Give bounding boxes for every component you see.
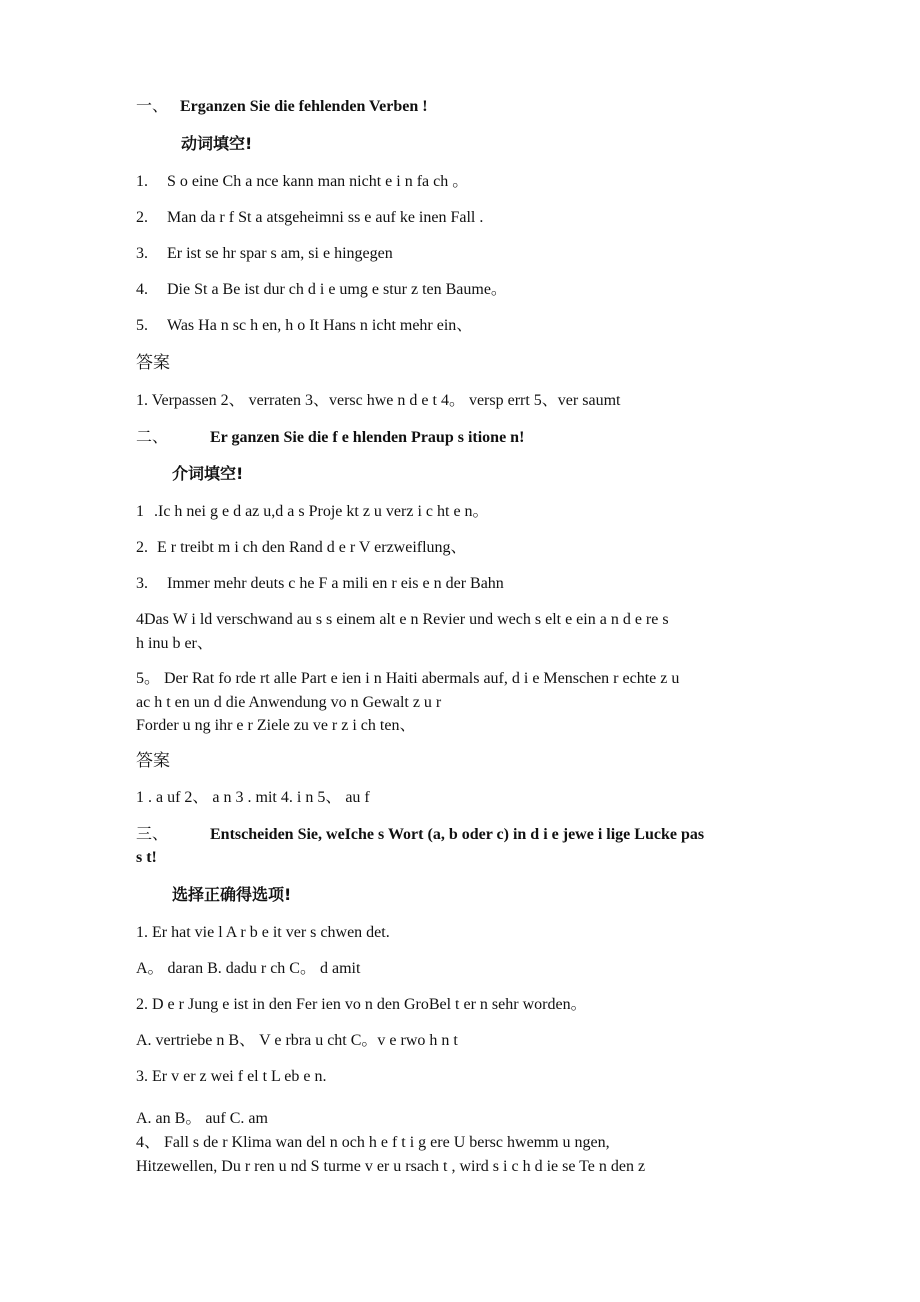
list-item <box>136 316 472 336</box>
question-4-line1: 4、 Fall s de r Klima wan del n och h e f t i g ere U bersc hwemm u ngen, <box>136 1134 610 1151</box>
item-text: S o eine Ch a nce kann man nicht e i n fa ch 。 <box>167 173 469 190</box>
list-item <box>136 244 393 264</box>
item-text: Immer mehr deuts c he F a mili en r eis e n der Bahn <box>167 575 504 592</box>
question-3-options: A. an B。 auf C. am <box>136 1110 268 1127</box>
section2-marker: 二、 <box>136 427 169 446</box>
list-item <box>136 280 507 300</box>
list-item <box>136 538 467 558</box>
section2-subtitle: 介词填空! <box>172 464 244 483</box>
list-item-5-line3: Forder u ng ihr e r Ziele zu ve r z i ch ten、 <box>136 717 416 734</box>
item-number: 3. <box>136 575 148 592</box>
item-number: 1. <box>136 173 148 190</box>
item-number: 2. <box>136 539 148 556</box>
list-item <box>136 172 468 192</box>
question-2-options: A. vertriebe n B、 V e rbra u cht C。v e rwo h n t <box>136 1032 458 1049</box>
section3-subtitle: 选择正确得选项! <box>172 885 292 904</box>
item-number: 2. <box>136 209 148 226</box>
section1-title: Erganzen Sie die fehlenden Verben ! <box>180 98 428 115</box>
list-item <box>136 208 483 228</box>
question-4-line2: Hitzewellen, Du r ren u nd S turme v er u rsach t , wird s i c h d ie se Te n den z <box>136 1158 646 1175</box>
section2-header <box>136 427 524 448</box>
list-item-4-line2: h inu b er、 <box>136 635 213 652</box>
item-text: Er ist se hr spar s am, si e hingegen <box>167 245 393 262</box>
section3-header <box>136 824 704 845</box>
section3-title-line2: s t! <box>136 849 157 866</box>
item-text: Man da r f St a atsgeheimni ss e auf ke inen Fall . <box>167 209 484 226</box>
section2-title: Er ganzen Sie die f e hlenden Praup s itione n! <box>210 429 525 446</box>
list-item-4-line1: 4Das W i ld verschwand au s s einem alt e n Revier und wech s elt e ein a n d e re s <box>136 611 669 628</box>
item-text: Die St a Be ist dur ch d i e umg e stur z ten Baume。 <box>167 281 507 298</box>
section1-subtitle: 动词填空! <box>181 134 253 153</box>
item-text: Was Ha n sc h en, h o It Hans n icht mehr ein、 <box>167 317 473 334</box>
question-2: 2. D e r Jung e ist in den Fer ien vo n den GroBel t er n sehr worden。 <box>136 996 587 1013</box>
question-3: 3. Er v er z wei f el t L eb e n. <box>136 1068 327 1085</box>
list-item-5-line2: ac h t en un d die Anwendung vo n Gewalt z u r <box>136 694 442 711</box>
list-item <box>136 574 504 594</box>
item-number: 3. <box>136 245 148 262</box>
item-number: 5. <box>136 317 148 334</box>
item-text: .Ic h nei g e d az u,d a s Proje kt z u verz i c ht e n。 <box>154 503 489 520</box>
question-1: 1. Er hat vie l A r b e it ver s chwen det. <box>136 924 390 941</box>
item-number: 4. <box>136 281 148 298</box>
item-number: 1 <box>136 503 144 520</box>
item-text: E r treibt m i ch den Rand d e r V erzweiflung、 <box>157 539 467 556</box>
section3-marker: 三、 <box>136 824 169 843</box>
answer-text: 1 . a uf 2、 a n 3 . mit 4. i n 5、 au f <box>136 789 370 806</box>
list-item <box>136 502 489 522</box>
question-1-options: A。 daran B. dadu r ch C。 d amit <box>136 960 361 977</box>
list-item-5-line1: 5。 Der Rat fo rde rt alle Part e ien i n Haiti abermals auf, d i e Menschen r echte z u <box>136 670 680 687</box>
answer-label: 答案 <box>136 751 170 771</box>
section3-title: Entscheiden Sie, weIche s Wort (a, b oder c) in d i e jewe i lige Lucke pas <box>210 826 705 843</box>
section1-marker: 一、 <box>136 96 169 115</box>
answer-text: 1. Verpassen 2、 verraten 3、versc hwe n d e t 4。 versp errt 5、ver saumt <box>136 392 621 409</box>
answer-label: 答案 <box>136 353 170 373</box>
section1-header <box>136 96 428 117</box>
